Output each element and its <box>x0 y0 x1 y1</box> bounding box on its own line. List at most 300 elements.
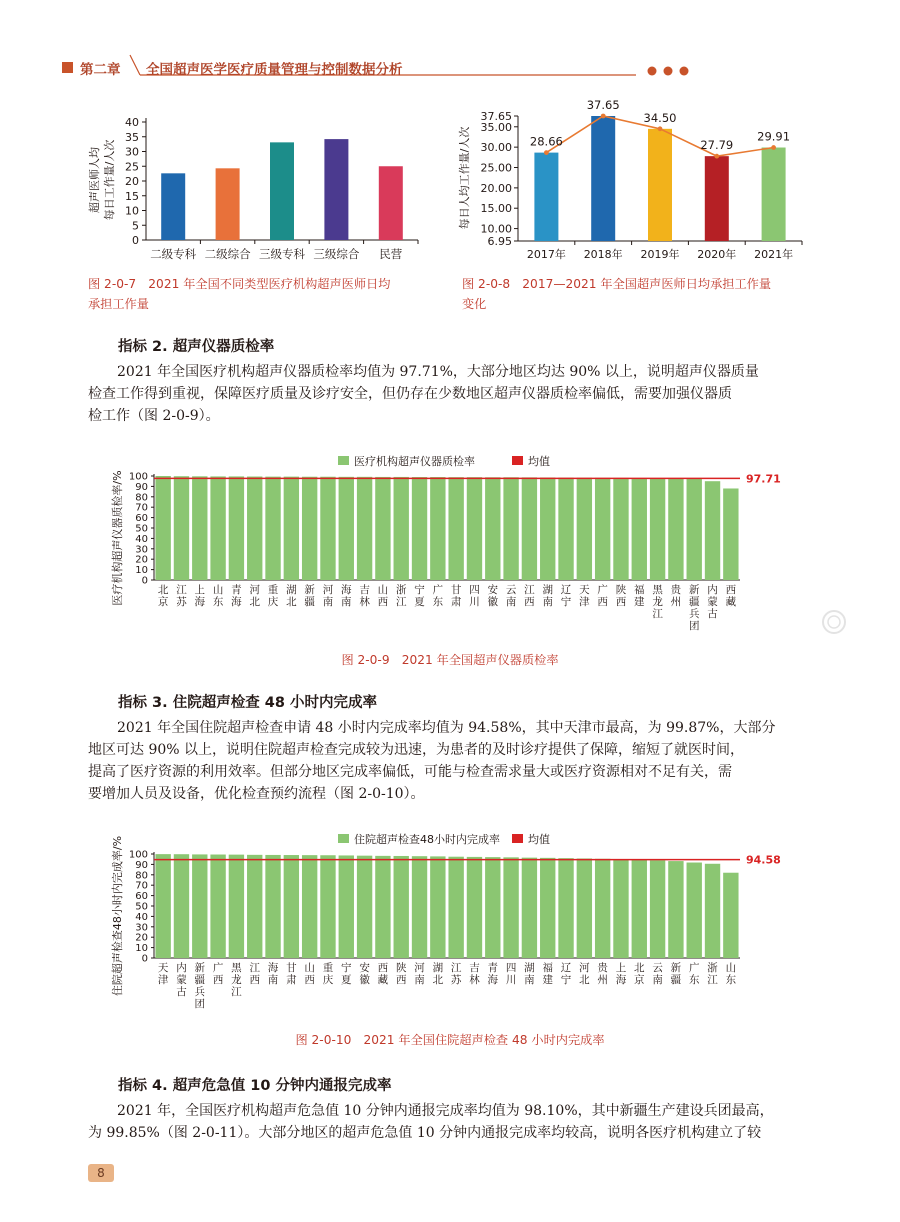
bar <box>577 858 592 958</box>
x-tick-label: 肃 <box>450 596 462 608</box>
x-tick-label: 贵 <box>597 962 608 974</box>
paragraph-line: 检查工作得到重视，保障医疗质量及诊疗安全，但仍存在少数地区超声仪器质检率偏低，需要加强仪器质 <box>88 386 732 402</box>
y-tick-label: 100 <box>128 471 148 483</box>
x-tick-label: 甘 <box>450 584 462 596</box>
bar <box>595 859 610 958</box>
x-tick-label: 兵 <box>688 608 700 620</box>
x-tick-label: 安 <box>487 584 499 596</box>
x-tick-label: 东 <box>432 596 444 608</box>
x-tick-label: 西 <box>524 596 535 608</box>
x-tick-label: 东 <box>725 974 737 986</box>
bar <box>485 477 500 580</box>
x-tick-label: 宁 <box>560 974 572 986</box>
bar <box>648 129 672 241</box>
bar <box>339 477 354 580</box>
x-tick-label: 海 <box>194 596 206 608</box>
trend-point <box>544 150 549 155</box>
y-axis-label: 医疗机构超声仪器质检率/% <box>111 470 124 606</box>
y-tick-label: 15.00 <box>480 202 512 216</box>
caption-line: 图 2-0-8 2017—2021 年全国超声医师日均承担工作量 <box>462 277 772 291</box>
bar <box>705 864 720 958</box>
bar <box>192 854 207 958</box>
x-tick-label: 京 <box>157 596 169 608</box>
bar <box>357 477 372 580</box>
x-tick-label: 古 <box>707 608 718 620</box>
watermark-icon <box>820 608 848 636</box>
x-tick-label: 宁 <box>341 962 352 974</box>
x-tick-label: 湖 <box>286 584 297 596</box>
x-tick-label: 蒙 <box>707 596 718 608</box>
x-tick-label: 黑 <box>652 584 663 596</box>
figure-2-0-7-chart <box>88 100 428 270</box>
bar <box>284 477 299 580</box>
section-2-paragraph <box>88 361 828 427</box>
x-tick-label: 青 <box>231 584 242 596</box>
header-rule <box>0 0 900 90</box>
x-tick-label: 徽 <box>359 974 370 986</box>
x-tick-label: 江 <box>524 584 535 596</box>
bar <box>687 479 702 580</box>
figure-2-0-8-chart <box>456 96 812 270</box>
caption-line: 承担工作量 <box>88 297 149 311</box>
x-tick-label: 徽 <box>487 596 499 608</box>
section-3-heading: 指标 3. 住院超声检查 48 小时内完成率 <box>118 695 377 711</box>
x-tick-label: 东 <box>688 974 700 986</box>
chapter-title: 全国超声医学医疗质量管理与控制数据分析 <box>146 62 403 78</box>
bar <box>430 477 445 580</box>
bar <box>534 153 558 241</box>
x-tick-label: 上 <box>194 584 206 596</box>
x-tick-label: 藏 <box>377 974 389 986</box>
x-tick-label: 陕 <box>615 584 627 596</box>
x-tick-label: 江 <box>231 986 242 998</box>
x-tick-label: 南 <box>341 596 352 608</box>
bar <box>558 858 573 958</box>
x-tick-label: 福 <box>542 962 553 974</box>
x-tick-label: 湖 <box>432 962 444 974</box>
y-tick-label: 70 <box>135 502 148 514</box>
paragraph-line: 检工作（图 2-0-9）。 <box>88 408 220 424</box>
x-tick-label: 山 <box>304 962 315 974</box>
trend-point <box>771 145 776 150</box>
x-tick-label: 西 <box>615 596 627 608</box>
x-tick-label: 江 <box>176 584 187 596</box>
figure-2-0-10-caption: 图 2-0-10 2021 年全国住院超声检查 48 小时内完成率 <box>295 1033 605 1047</box>
trend-point <box>658 126 663 131</box>
x-tick-label: 山 <box>725 962 737 974</box>
x-tick-label: 广 <box>597 584 608 596</box>
x-tick-label: 河 <box>579 962 590 974</box>
bar <box>650 860 665 958</box>
x-tick-label: 江 <box>450 962 462 974</box>
x-tick-label: 夏 <box>414 596 425 608</box>
bar <box>375 477 390 580</box>
bar <box>302 477 317 580</box>
x-tick-label: 南 <box>524 974 535 986</box>
y-axis-label: 每日人均工作量/人次 <box>458 126 471 230</box>
x-tick-label: 湖 <box>524 962 535 974</box>
x-tick-label: 建 <box>634 596 645 608</box>
x-tick-label: 西 <box>395 974 407 986</box>
x-tick-label: 新 <box>304 584 315 596</box>
bar <box>229 855 244 958</box>
bar <box>577 478 592 580</box>
x-tick-label: 藏 <box>725 596 737 608</box>
x-tick-label: 庆 <box>267 596 279 608</box>
x-tick-label: 西 <box>597 596 608 608</box>
x-tick-label: 南 <box>505 596 517 608</box>
bar <box>265 855 280 958</box>
y-tick-label: 80 <box>135 870 148 882</box>
y-tick-label: 10.00 <box>480 222 512 236</box>
bar <box>467 477 482 580</box>
bar <box>210 476 225 580</box>
y-tick-label: 35.00 <box>480 120 512 134</box>
bar <box>320 855 335 958</box>
bar <box>595 478 610 580</box>
bar <box>229 476 244 580</box>
bar <box>155 854 170 958</box>
x-tick-label: 北 <box>157 584 169 596</box>
legend-swatch-mean <box>512 456 523 465</box>
caption-line: 图 2-0-7 2021 年全国不同类型医疗机构超声医师日均 <box>88 277 391 291</box>
y-tick-label: 30 <box>135 922 148 934</box>
paragraph-line: 要增加人员及设备，优化检查预约流程（图 2-0-10）。 <box>88 786 425 802</box>
bar <box>375 856 390 958</box>
x-tick-label: 南 <box>414 974 425 986</box>
x-tick-label: 民营 <box>379 247 403 261</box>
bar <box>161 173 185 240</box>
x-tick-label: 四 <box>469 584 480 596</box>
x-tick-label: 建 <box>542 974 553 986</box>
y-tick-label: 10 <box>135 565 148 577</box>
legend-swatch-bar <box>338 456 349 465</box>
bar <box>174 476 189 580</box>
x-tick-label: 林 <box>469 974 480 986</box>
bar <box>379 166 403 240</box>
y-tick-label: 90 <box>135 859 148 871</box>
paragraph-line: 地区可达 90% 以上，说明住院超声检查完成较为迅速，为患者的及时诊疗提供了保障，缩短了就医时间， <box>88 742 745 758</box>
x-tick-label: 广 <box>212 962 224 974</box>
bar <box>591 116 615 241</box>
legend-label-bar: 住院超声检查48小时内完成率 <box>354 833 500 846</box>
bar <box>503 477 518 580</box>
x-tick-label: 疆 <box>194 974 206 986</box>
bar <box>540 858 555 958</box>
bar <box>394 856 409 958</box>
y-axis-label: 住院超声检查48小时内完成率/% <box>111 835 124 997</box>
x-tick-label: 北 <box>286 596 297 608</box>
y-tick-label: 20 <box>135 932 148 944</box>
paragraph-line: 2021 年全国医疗机构超声仪器质检率均值为 97.71%，大部分地区均达 90% 以上，说明超声仪器质量 <box>117 364 759 380</box>
x-tick-label: 陕 <box>395 962 407 974</box>
bar <box>723 488 738 580</box>
paragraph-line: 为 99.85%（图 2-0-11）。大部分地区的超声危急值 10 分钟内通报完成率均较高，说明各医疗机构建立了较 <box>88 1125 762 1141</box>
x-tick-label: 西 <box>212 974 224 986</box>
y-tick-label: 80 <box>135 492 148 504</box>
y-tick-label: 60 <box>135 891 148 903</box>
x-tick-label: 福 <box>634 584 645 596</box>
x-tick-label: 河 <box>414 962 425 974</box>
bar <box>247 477 262 580</box>
x-tick-label: 安 <box>359 962 370 974</box>
y-tick-label: 70 <box>135 880 148 892</box>
legend-swatch-mean <box>512 834 523 843</box>
mean-value-label: 97.71 <box>746 472 781 486</box>
x-tick-label: 肃 <box>286 974 297 986</box>
y-tick-label: 25 <box>125 160 139 174</box>
x-tick-label: 津 <box>579 596 590 608</box>
x-tick-label: 北 <box>634 962 645 974</box>
figure-2-0-9-caption: 图 2-0-9 2021 年全国超声仪器质检率 <box>341 653 559 667</box>
x-tick-label: 古 <box>176 986 187 998</box>
bar <box>613 478 628 580</box>
x-tick-label: 疆 <box>304 596 315 608</box>
bar <box>687 863 702 958</box>
bar <box>270 142 294 240</box>
x-tick-label: 川 <box>505 974 517 986</box>
y-tick-label: 35 <box>125 130 139 144</box>
x-tick-label: 内 <box>707 584 718 596</box>
bar <box>430 856 445 958</box>
y-tick-label: 20 <box>125 175 139 188</box>
x-tick-label: 宁 <box>414 584 425 596</box>
x-tick-label: 云 <box>505 584 517 596</box>
x-tick-label: 江 <box>652 608 663 620</box>
chapter-label: 第二章 <box>80 62 121 78</box>
x-tick-label: 河 <box>322 584 334 596</box>
bar <box>320 477 335 580</box>
x-tick-label: 江 <box>395 596 407 608</box>
x-tick-label: 疆 <box>688 596 700 608</box>
x-tick-label: 夏 <box>341 974 352 986</box>
y-tick-label: 40 <box>135 911 148 923</box>
x-tick-label: 西 <box>377 596 389 608</box>
x-tick-label: 2021年 <box>754 248 794 261</box>
bar <box>668 861 683 958</box>
x-tick-label: 2017年 <box>526 248 566 261</box>
x-tick-label: 天 <box>579 584 590 596</box>
bar <box>705 481 720 580</box>
x-tick-label: 云 <box>652 962 663 974</box>
x-tick-label: 黑 <box>231 962 242 974</box>
x-tick-label: 山 <box>212 584 224 596</box>
x-tick-label: 新 <box>670 962 682 974</box>
x-tick-label: 京 <box>634 974 645 986</box>
bar <box>522 858 537 958</box>
y-tick-label: 50 <box>135 523 148 535</box>
bar <box>503 857 518 958</box>
y-tick-label: 100 <box>128 849 148 861</box>
x-tick-label: 天 <box>157 962 169 974</box>
paragraph-line: 2021 年，全国医疗机构超声危急值 10 分钟内通报完成率均值为 98.10%，其中新疆生产建设兵团最高， <box>117 1103 774 1119</box>
x-tick-label: 庆 <box>322 974 334 986</box>
bar <box>613 859 628 958</box>
x-tick-label: 东 <box>212 596 224 608</box>
x-tick-label: 河 <box>249 584 260 596</box>
x-tick-label: 海 <box>231 596 242 608</box>
x-tick-label: 2020年 <box>697 248 737 261</box>
bar <box>265 477 280 580</box>
x-tick-label: 三级专科 <box>259 247 305 261</box>
x-tick-label: 西 <box>725 584 737 596</box>
y-tick-label: 90 <box>135 481 148 493</box>
x-tick-label: 2018年 <box>583 248 623 261</box>
y-tick-label: 0 <box>141 575 148 587</box>
x-tick-label: 辽 <box>560 584 572 596</box>
legend-label-mean: 均值 <box>528 833 550 846</box>
figure-2-0-7-caption <box>88 274 448 314</box>
x-tick-label: 北 <box>432 974 444 986</box>
legend-label-bar: 医疗机构超声仪器质检率 <box>354 455 475 468</box>
legend-swatch-bar <box>338 834 349 843</box>
data-label: 37.65 <box>586 98 620 112</box>
y-tick-label: 20 <box>135 554 148 566</box>
trend-point <box>601 114 606 119</box>
x-tick-label: 西 <box>377 962 389 974</box>
x-tick-label: 新 <box>194 962 206 974</box>
x-tick-label: 广 <box>688 962 700 974</box>
y-axis-label: 超声医师人均 <box>88 147 101 213</box>
figure-2-0-8-caption <box>462 274 822 314</box>
x-tick-label: 浙 <box>707 962 718 974</box>
x-tick-label: 上 <box>615 962 627 974</box>
caption-line: 变化 <box>462 297 487 311</box>
bar <box>216 168 240 240</box>
x-tick-label: 川 <box>469 596 480 608</box>
y-tick-label: 5 <box>132 219 139 233</box>
mean-value-label: 94.58 <box>746 853 781 867</box>
x-tick-label: 北 <box>249 596 260 608</box>
y-tick-label: 25.00 <box>480 161 512 175</box>
x-tick-label: 青 <box>487 962 499 974</box>
x-tick-label: 甘 <box>286 962 297 974</box>
bar <box>155 476 170 580</box>
x-tick-label: 重 <box>267 584 279 596</box>
x-tick-label: 海 <box>341 584 352 596</box>
x-tick-label: 苏 <box>450 974 462 986</box>
x-tick-label: 内 <box>176 962 187 974</box>
bar <box>540 477 555 580</box>
x-tick-label: 江 <box>249 962 260 974</box>
x-tick-label: 辽 <box>560 962 572 974</box>
x-tick-label: 山 <box>377 584 389 596</box>
y-tick-label: 50 <box>135 901 148 913</box>
section-4-paragraph <box>88 1100 828 1144</box>
bar <box>558 478 573 580</box>
y-tick-label: 0 <box>132 234 139 247</box>
bar <box>485 857 500 958</box>
bar <box>762 148 786 241</box>
y-tick-label: 37.65 <box>480 110 512 123</box>
x-tick-label: 海 <box>487 974 499 986</box>
x-tick-label: 龙 <box>652 596 663 608</box>
bar <box>632 860 647 958</box>
legend-label-mean: 均值 <box>528 455 550 468</box>
y-tick-label: 40 <box>135 533 148 545</box>
x-tick-label: 宁 <box>560 596 572 608</box>
y-tick-label: 0 <box>141 953 148 965</box>
bar <box>192 476 207 580</box>
x-tick-label: 二级综合 <box>204 247 251 261</box>
bar <box>668 479 683 580</box>
x-tick-label: 浙 <box>395 584 407 596</box>
y-tick-label: 10 <box>135 943 148 955</box>
y-tick-label: 30.00 <box>480 141 512 155</box>
bar <box>174 854 189 958</box>
bar <box>284 855 299 958</box>
x-tick-label: 江 <box>707 974 718 986</box>
bar <box>394 477 409 580</box>
y-tick-label: 30 <box>135 544 148 556</box>
x-tick-label: 西 <box>304 974 315 986</box>
paragraph-line: 提高了医疗资源的利用效率。但部分地区完成率偏低，可能与检查需求量大或医疗资源相对不足有关，需 <box>88 764 732 780</box>
bar <box>324 139 348 240</box>
y-tick-label: 30 <box>125 145 139 159</box>
y-tick-label: 15 <box>125 189 139 203</box>
bar <box>632 478 647 580</box>
data-label: 27.79 <box>700 138 734 153</box>
x-tick-label: 南 <box>542 596 553 608</box>
x-tick-label: 津 <box>157 974 169 986</box>
paragraph-line: 2021 年全国住院超声检查申请 48 小时内完成率均值为 94.58%，其中天津市最高，为 99.87%，大部分 <box>117 720 776 736</box>
y-tick-label: 20.00 <box>480 181 512 195</box>
x-tick-label: 州 <box>670 596 682 608</box>
x-tick-label: 二级专科 <box>150 247 197 261</box>
trend-point <box>714 154 719 159</box>
y-tick-label: 40 <box>125 116 139 129</box>
bar <box>448 857 463 958</box>
data-label: 28.66 <box>529 134 563 149</box>
y-tick-label: 6.95 <box>487 235 512 248</box>
x-tick-label: 湖 <box>542 584 553 596</box>
x-tick-label: 南 <box>322 596 334 608</box>
section-3-paragraph <box>88 717 828 805</box>
data-label: 29.91 <box>757 129 791 144</box>
bar <box>412 477 427 580</box>
figure-2-0-10-chart <box>110 826 790 1022</box>
bar <box>339 855 354 958</box>
bar <box>723 873 738 958</box>
x-tick-label: 三级综合 <box>313 247 360 261</box>
y-tick-label: 10 <box>125 204 139 218</box>
x-tick-label: 州 <box>597 974 608 986</box>
x-tick-label: 南 <box>267 974 279 986</box>
x-tick-label: 苏 <box>176 596 187 608</box>
section-4-heading: 指标 4. 超声危急值 10 分钟内通报完成率 <box>118 1078 392 1094</box>
x-tick-label: 吉 <box>469 962 480 974</box>
x-tick-label: 北 <box>579 974 590 986</box>
x-tick-label: 西 <box>249 974 260 986</box>
x-tick-label: 团 <box>688 620 700 632</box>
bar <box>522 477 537 580</box>
figure-2-0-9-chart <box>110 448 790 644</box>
x-tick-label: 兵 <box>194 986 206 998</box>
x-tick-label: 团 <box>194 998 206 1010</box>
x-tick-label: 四 <box>505 962 517 974</box>
section-2-heading: 指标 2. 超声仪器质检率 <box>118 339 275 355</box>
x-tick-label: 海 <box>267 962 279 974</box>
data-label: 34.50 <box>643 110 677 125</box>
x-tick-label: 龙 <box>231 974 242 986</box>
page-number: 8 <box>97 1166 105 1180</box>
x-tick-label: 广 <box>432 584 444 596</box>
x-tick-label: 林 <box>359 596 370 608</box>
bar <box>650 478 665 580</box>
bar <box>412 856 427 958</box>
x-tick-label: 贵 <box>670 584 682 596</box>
bar <box>467 857 482 958</box>
